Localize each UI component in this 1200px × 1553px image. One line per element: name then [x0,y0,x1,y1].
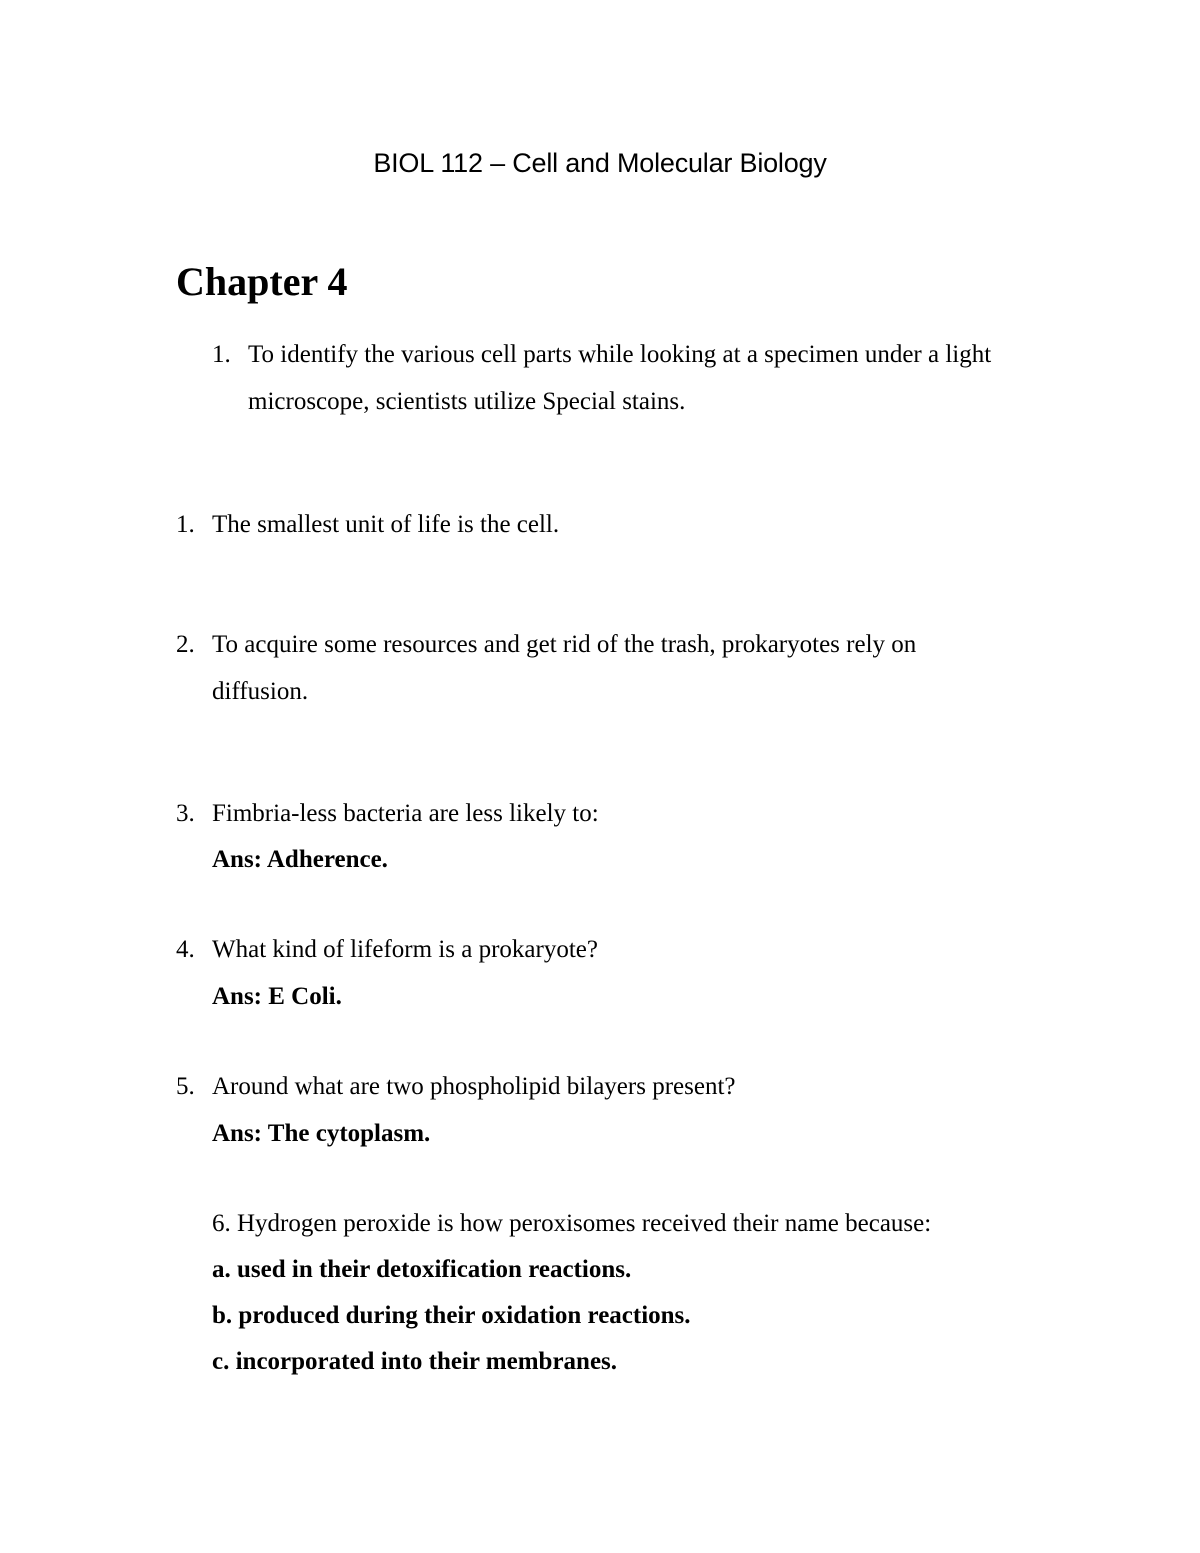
question-text: Around what are two phospholipid bilayers present? [212,1073,736,1100]
question-text: 6. Hydrogen peroxide is how peroxisomes received their name because: [212,1210,932,1237]
chapter-heading: Chapter 4 [176,259,348,304]
item-text-line: The smallest unit of life is the cell. [212,511,560,538]
course-title: BIOL 112 – Cell and Molecular Biology [373,148,827,178]
item-number: 2. [176,631,195,658]
option-b: b. produced during their oxidation reactions. [212,1302,691,1329]
item-text-line: To acquire some resources and get rid of the trash, prokaryotes rely on [212,631,917,658]
item-text-line: To identify the various cell parts while looking at a specimen under a light [248,341,992,368]
item-number: 5. [176,1073,195,1100]
item-text-line: diffusion. [212,678,309,705]
answer-text: Ans: Adherence. [212,846,388,873]
answer-text: Ans: E Coli. [212,983,342,1010]
option-a: a. used in their detoxification reactions. [212,1256,632,1283]
item-number: 1. [176,511,195,538]
question-text: Fimbria-less bacteria are less likely to: [212,800,599,827]
item-number: 4. [176,936,195,963]
question-text: What kind of lifeform is a prokaryote? [212,936,598,963]
option-c: c. incorporated into their membranes. [212,1348,618,1375]
answer-text: Ans: The cytoplasm. [212,1120,431,1147]
item-text-line: microscope, scientists utilize Special stains. [248,388,686,415]
item-number: 3. [176,800,195,827]
item-number: 1. [212,341,231,368]
